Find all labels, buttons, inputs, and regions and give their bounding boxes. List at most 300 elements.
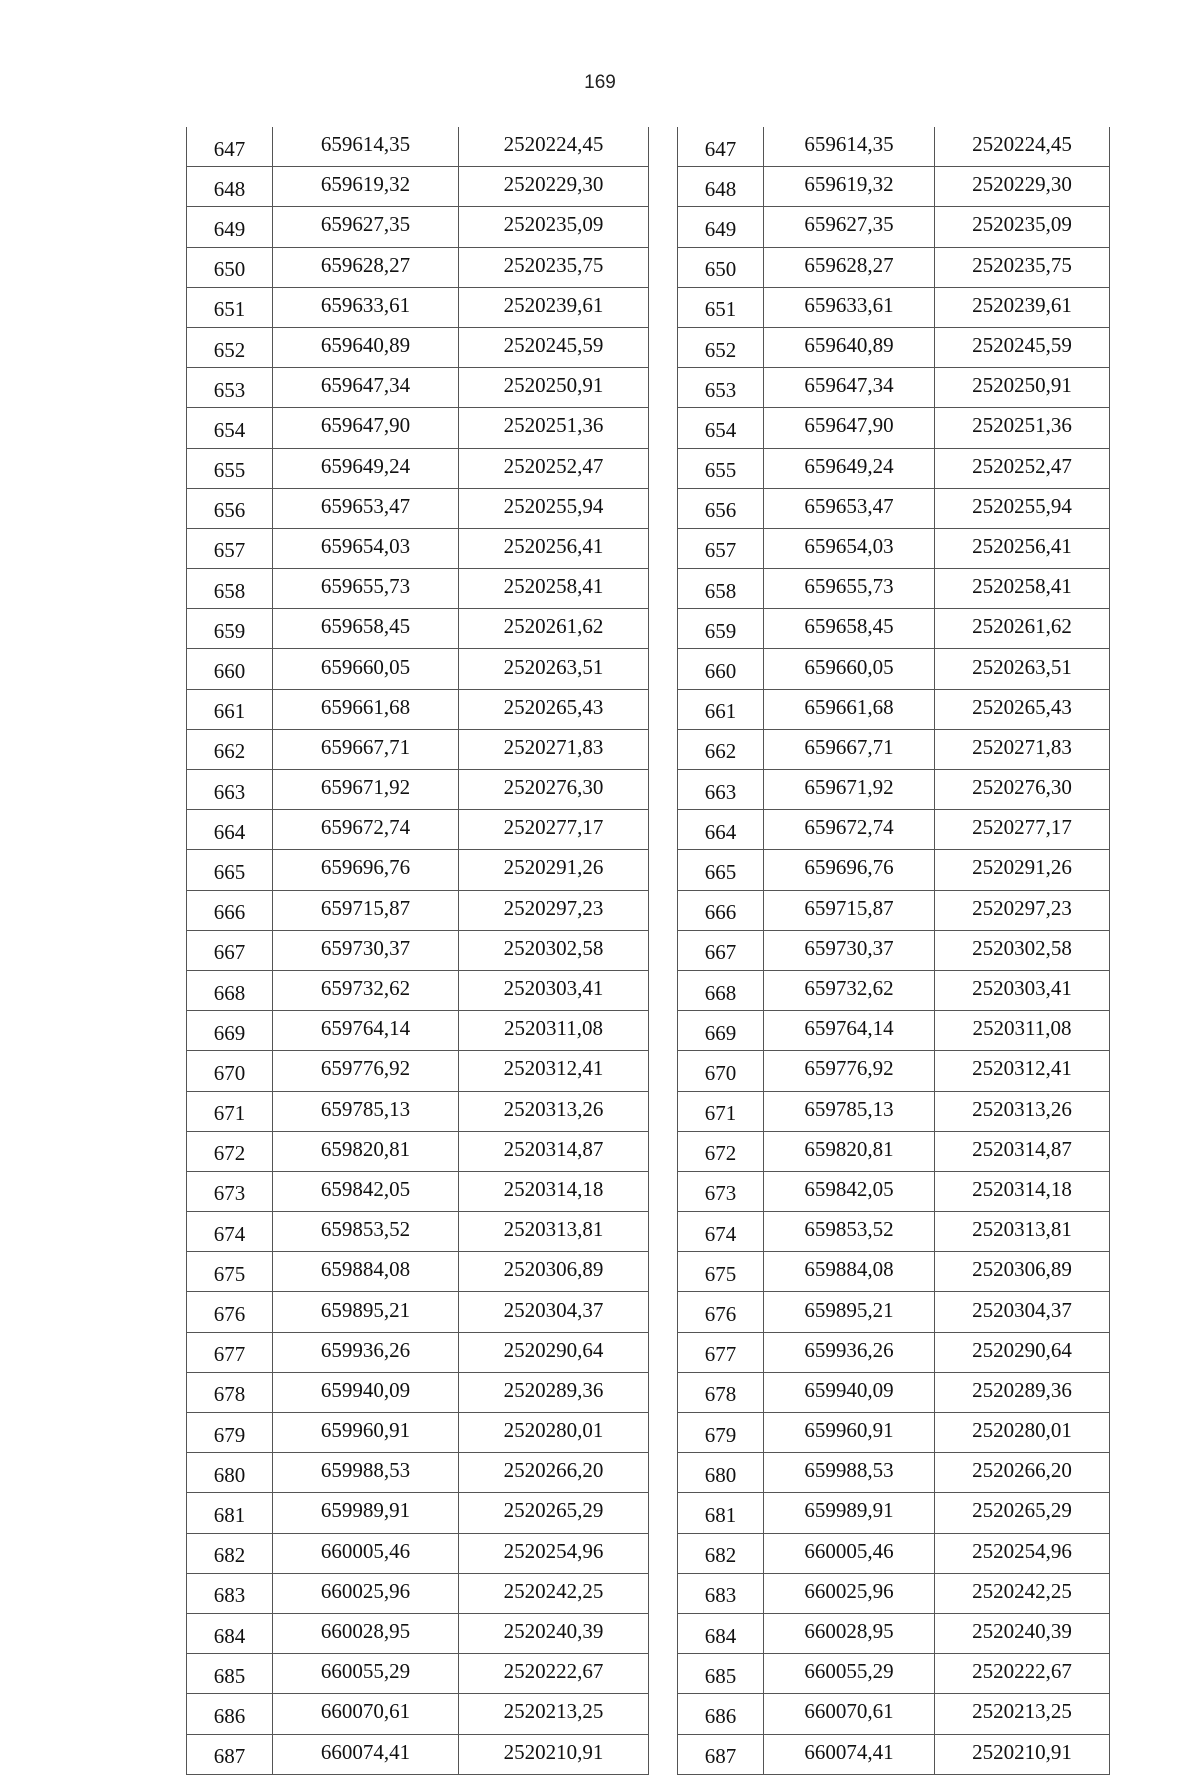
x-coordinate-cell: 659647,90 <box>273 408 459 448</box>
point-number-cell: 687 <box>187 1734 273 1774</box>
y-coordinate-cell: 2520314,87 <box>459 1131 649 1171</box>
table-row <box>678 1613 1110 1653</box>
y-coordinate-cell: 2520239,61 <box>935 287 1110 327</box>
coordinates-table-left <box>186 127 649 1775</box>
table-row <box>678 448 1110 488</box>
y-coordinate-cell: 2520280,01 <box>459 1413 649 1453</box>
y-coordinate-cell: 2520252,47 <box>459 448 649 488</box>
x-coordinate-cell: 659989,91 <box>273 1493 459 1533</box>
y-coordinate-cell: 2520297,23 <box>935 890 1110 930</box>
x-coordinate-cell: 659647,34 <box>273 368 459 408</box>
y-coordinate-cell: 2520242,25 <box>935 1573 1110 1613</box>
x-coordinate-cell: 659660,05 <box>764 649 935 689</box>
x-coordinate-cell: 659654,03 <box>764 528 935 568</box>
x-coordinate-cell: 659764,14 <box>764 1011 935 1051</box>
y-coordinate-cell: 2520302,58 <box>459 930 649 970</box>
x-coordinate-cell: 659936,26 <box>273 1332 459 1372</box>
y-coordinate-cell: 2520210,91 <box>935 1734 1110 1774</box>
x-coordinate-cell: 659730,37 <box>764 930 935 970</box>
table-row <box>678 207 1110 247</box>
x-coordinate-cell: 659989,91 <box>764 1493 935 1533</box>
point-number-cell: 657 <box>678 528 764 568</box>
point-number-cell: 679 <box>187 1413 273 1453</box>
table-row <box>678 770 1110 810</box>
x-coordinate-cell: 660028,95 <box>764 1613 935 1653</box>
x-coordinate-cell: 659842,05 <box>273 1171 459 1211</box>
point-number-cell: 678 <box>678 1372 764 1412</box>
point-number-cell: 677 <box>187 1332 273 1372</box>
coordinates-table-right <box>677 127 1110 1775</box>
x-coordinate-cell: 659658,45 <box>764 609 935 649</box>
table-row <box>678 930 1110 970</box>
x-coordinate-cell: 659667,71 <box>273 729 459 769</box>
point-number-cell: 682 <box>187 1533 273 1573</box>
x-coordinate-cell: 659732,62 <box>273 970 459 1010</box>
point-number-cell: 656 <box>187 488 273 528</box>
y-coordinate-cell: 2520263,51 <box>459 649 649 689</box>
point-number-cell: 675 <box>187 1252 273 1292</box>
point-number-cell: 660 <box>678 649 764 689</box>
y-coordinate-cell: 2520250,91 <box>935 368 1110 408</box>
y-coordinate-cell: 2520271,83 <box>459 729 649 769</box>
y-coordinate-cell: 2520313,26 <box>459 1091 649 1131</box>
table-row <box>678 1573 1110 1613</box>
y-coordinate-cell: 2520213,25 <box>459 1694 649 1734</box>
point-number-cell: 665 <box>678 850 764 890</box>
table-row <box>678 1453 1110 1493</box>
y-coordinate-cell: 2520265,43 <box>459 689 649 729</box>
point-number-cell: 658 <box>678 569 764 609</box>
table-row <box>187 287 649 327</box>
y-coordinate-cell: 2520251,36 <box>935 408 1110 448</box>
x-coordinate-cell: 659884,08 <box>273 1252 459 1292</box>
x-coordinate-cell: 659671,92 <box>273 770 459 810</box>
point-number-cell: 658 <box>187 569 273 609</box>
y-coordinate-cell: 2520256,41 <box>935 528 1110 568</box>
x-coordinate-cell: 659776,92 <box>273 1051 459 1091</box>
y-coordinate-cell: 2520239,61 <box>459 287 649 327</box>
table-row <box>187 1734 649 1774</box>
table-row <box>187 850 649 890</box>
y-coordinate-cell: 2520306,89 <box>459 1252 649 1292</box>
point-number-cell: 662 <box>187 729 273 769</box>
x-coordinate-cell: 660025,96 <box>273 1573 459 1613</box>
y-coordinate-cell: 2520313,81 <box>935 1212 1110 1252</box>
point-number-cell: 655 <box>678 448 764 488</box>
table-row <box>187 1252 649 1292</box>
x-coordinate-cell: 659842,05 <box>764 1171 935 1211</box>
table-row <box>187 1533 649 1573</box>
y-coordinate-cell: 2520261,62 <box>935 609 1110 649</box>
x-coordinate-cell: 659619,32 <box>273 167 459 207</box>
x-coordinate-cell: 659661,68 <box>273 689 459 729</box>
point-number-cell: 661 <box>678 689 764 729</box>
point-number-cell: 672 <box>678 1131 764 1171</box>
point-number-cell: 667 <box>678 930 764 970</box>
x-coordinate-cell: 659785,13 <box>764 1091 935 1131</box>
table-row <box>678 167 1110 207</box>
y-coordinate-cell: 2520224,45 <box>459 127 649 167</box>
y-coordinate-cell: 2520311,08 <box>935 1011 1110 1051</box>
x-coordinate-cell: 659649,24 <box>764 448 935 488</box>
y-coordinate-cell: 2520265,29 <box>459 1493 649 1533</box>
point-number-cell: 679 <box>678 1413 764 1453</box>
point-number-cell: 682 <box>678 1533 764 1573</box>
x-coordinate-cell: 659940,09 <box>273 1372 459 1412</box>
point-number-cell: 659 <box>678 609 764 649</box>
point-number-cell: 684 <box>187 1613 273 1653</box>
x-coordinate-cell: 660005,46 <box>764 1533 935 1573</box>
y-coordinate-cell: 2520291,26 <box>935 850 1110 890</box>
table-row <box>678 1252 1110 1292</box>
point-number-cell: 649 <box>678 207 764 247</box>
x-coordinate-cell: 659661,68 <box>764 689 935 729</box>
table-row <box>187 1493 649 1533</box>
point-number-cell: 655 <box>187 448 273 488</box>
x-coordinate-cell: 659658,45 <box>273 609 459 649</box>
table-row <box>187 1171 649 1211</box>
x-coordinate-cell: 659696,76 <box>273 850 459 890</box>
point-number-cell: 651 <box>187 287 273 327</box>
table-row <box>678 649 1110 689</box>
x-coordinate-cell: 659988,53 <box>273 1453 459 1493</box>
table-row <box>187 930 649 970</box>
table-row <box>187 1051 649 1091</box>
table-row <box>187 1292 649 1332</box>
point-number-cell: 687 <box>678 1734 764 1774</box>
x-coordinate-cell: 659653,47 <box>764 488 935 528</box>
y-coordinate-cell: 2520213,25 <box>935 1694 1110 1734</box>
x-coordinate-cell: 659988,53 <box>764 1453 935 1493</box>
table-row <box>678 1131 1110 1171</box>
table-row <box>678 528 1110 568</box>
y-coordinate-cell: 2520290,64 <box>935 1332 1110 1372</box>
y-coordinate-cell: 2520290,64 <box>459 1332 649 1372</box>
y-coordinate-cell: 2520312,41 <box>935 1051 1110 1091</box>
table-row <box>187 408 649 448</box>
x-coordinate-cell: 659960,91 <box>764 1413 935 1453</box>
point-number-cell: 648 <box>678 167 764 207</box>
x-coordinate-cell: 659654,03 <box>273 528 459 568</box>
x-coordinate-cell: 659764,14 <box>273 1011 459 1051</box>
point-number-cell: 669 <box>678 1011 764 1051</box>
table-row <box>678 1413 1110 1453</box>
x-coordinate-cell: 660074,41 <box>273 1734 459 1774</box>
y-coordinate-cell: 2520261,62 <box>459 609 649 649</box>
x-coordinate-cell: 659647,90 <box>764 408 935 448</box>
table-row <box>678 368 1110 408</box>
x-coordinate-cell: 659647,34 <box>764 368 935 408</box>
table-row <box>187 569 649 609</box>
table-row <box>678 1493 1110 1533</box>
point-number-cell: 678 <box>187 1372 273 1412</box>
y-coordinate-cell: 2520258,41 <box>459 569 649 609</box>
x-coordinate-cell: 659960,91 <box>273 1413 459 1453</box>
point-number-cell: 673 <box>678 1171 764 1211</box>
x-coordinate-cell: 659884,08 <box>764 1252 935 1292</box>
y-coordinate-cell: 2520224,45 <box>935 127 1110 167</box>
table-row <box>678 850 1110 890</box>
x-coordinate-cell: 659730,37 <box>273 930 459 970</box>
table-row <box>187 970 649 1010</box>
point-number-cell: 683 <box>678 1573 764 1613</box>
table-row <box>678 689 1110 729</box>
y-coordinate-cell: 2520235,09 <box>459 207 649 247</box>
table-row <box>678 1091 1110 1131</box>
y-coordinate-cell: 2520314,18 <box>935 1171 1110 1211</box>
point-number-cell: 671 <box>187 1091 273 1131</box>
x-coordinate-cell: 659776,92 <box>764 1051 935 1091</box>
y-coordinate-cell: 2520255,94 <box>459 488 649 528</box>
y-coordinate-cell: 2520251,36 <box>459 408 649 448</box>
y-coordinate-cell: 2520235,75 <box>459 247 649 287</box>
point-number-cell: 674 <box>678 1212 764 1252</box>
x-coordinate-cell: 660070,61 <box>273 1694 459 1734</box>
table-row <box>678 1372 1110 1412</box>
y-coordinate-cell: 2520289,36 <box>935 1372 1110 1412</box>
table-row <box>678 247 1110 287</box>
y-coordinate-cell: 2520254,96 <box>935 1533 1110 1573</box>
table-row <box>678 1734 1110 1774</box>
table-row <box>187 689 649 729</box>
point-number-cell: 669 <box>187 1011 273 1051</box>
x-coordinate-cell: 659853,52 <box>764 1212 935 1252</box>
x-coordinate-cell: 659640,89 <box>273 327 459 367</box>
y-coordinate-cell: 2520297,23 <box>459 890 649 930</box>
table-row <box>187 890 649 930</box>
point-number-cell: 675 <box>678 1252 764 1292</box>
x-coordinate-cell: 659619,32 <box>764 167 935 207</box>
point-number-cell: 662 <box>678 729 764 769</box>
table-row <box>187 649 649 689</box>
y-coordinate-cell: 2520276,30 <box>459 770 649 810</box>
y-coordinate-cell: 2520255,94 <box>935 488 1110 528</box>
table-row <box>678 1011 1110 1051</box>
x-coordinate-cell: 659614,35 <box>764 127 935 167</box>
x-coordinate-cell: 659672,74 <box>273 810 459 850</box>
table-row <box>678 1533 1110 1573</box>
y-coordinate-cell: 2520277,17 <box>459 810 649 850</box>
y-coordinate-cell: 2520240,39 <box>935 1613 1110 1653</box>
y-coordinate-cell: 2520254,96 <box>459 1533 649 1573</box>
y-coordinate-cell: 2520266,20 <box>935 1453 1110 1493</box>
y-coordinate-cell: 2520311,08 <box>459 1011 649 1051</box>
x-coordinate-cell: 660055,29 <box>273 1654 459 1694</box>
x-coordinate-cell: 659672,74 <box>764 810 935 850</box>
point-number-cell: 686 <box>187 1694 273 1734</box>
point-number-cell: 673 <box>187 1171 273 1211</box>
point-number-cell: 664 <box>187 810 273 850</box>
table-row <box>678 1051 1110 1091</box>
point-number-cell: 670 <box>678 1051 764 1091</box>
point-number-cell: 653 <box>187 368 273 408</box>
y-coordinate-cell: 2520235,09 <box>935 207 1110 247</box>
x-coordinate-cell: 659715,87 <box>273 890 459 930</box>
point-number-cell: 676 <box>187 1292 273 1332</box>
x-coordinate-cell: 660055,29 <box>764 1654 935 1694</box>
x-coordinate-cell: 659853,52 <box>273 1212 459 1252</box>
point-number-cell: 654 <box>187 408 273 448</box>
table-row <box>678 1212 1110 1252</box>
table-row <box>187 1212 649 1252</box>
table-row <box>187 1372 649 1412</box>
table-row <box>187 1332 649 1372</box>
point-number-cell: 660 <box>187 649 273 689</box>
point-number-cell: 661 <box>187 689 273 729</box>
point-number-cell: 647 <box>678 127 764 167</box>
point-number-cell: 650 <box>678 247 764 287</box>
x-coordinate-cell: 659655,73 <box>764 569 935 609</box>
table-row <box>678 488 1110 528</box>
point-number-cell: 663 <box>678 770 764 810</box>
y-coordinate-cell: 2520222,67 <box>935 1654 1110 1694</box>
y-coordinate-cell: 2520235,75 <box>935 247 1110 287</box>
table-row <box>678 609 1110 649</box>
table-row <box>187 448 649 488</box>
table-row <box>678 1694 1110 1734</box>
y-coordinate-cell: 2520250,91 <box>459 368 649 408</box>
point-number-cell: 674 <box>187 1212 273 1252</box>
x-coordinate-cell: 659667,71 <box>764 729 935 769</box>
point-number-cell: 665 <box>187 850 273 890</box>
table-row <box>678 408 1110 448</box>
point-number-cell: 681 <box>678 1493 764 1533</box>
table-row <box>187 1011 649 1051</box>
page-number: 169 <box>584 72 616 93</box>
table-row <box>187 1413 649 1453</box>
point-number-cell: 686 <box>678 1694 764 1734</box>
point-number-cell: 657 <box>187 528 273 568</box>
point-number-cell: 672 <box>187 1131 273 1171</box>
table-row <box>187 1613 649 1653</box>
point-number-cell: 685 <box>678 1654 764 1694</box>
point-number-cell: 683 <box>187 1573 273 1613</box>
y-coordinate-cell: 2520245,59 <box>935 327 1110 367</box>
x-coordinate-cell: 659628,27 <box>273 247 459 287</box>
table-row <box>187 488 649 528</box>
x-coordinate-cell: 659696,76 <box>764 850 935 890</box>
y-coordinate-cell: 2520271,83 <box>935 729 1110 769</box>
table-row <box>187 1573 649 1613</box>
x-coordinate-cell: 660025,96 <box>764 1573 935 1613</box>
point-number-cell: 659 <box>187 609 273 649</box>
y-coordinate-cell: 2520258,41 <box>935 569 1110 609</box>
y-coordinate-cell: 2520304,37 <box>935 1292 1110 1332</box>
y-coordinate-cell: 2520303,41 <box>935 970 1110 1010</box>
x-coordinate-cell: 659633,61 <box>764 287 935 327</box>
point-number-cell: 650 <box>187 247 273 287</box>
y-coordinate-cell: 2520245,59 <box>459 327 649 367</box>
y-coordinate-cell: 2520263,51 <box>935 649 1110 689</box>
table-row <box>187 810 649 850</box>
table-row <box>187 207 649 247</box>
x-coordinate-cell: 660070,61 <box>764 1694 935 1734</box>
y-coordinate-cell: 2520313,81 <box>459 1212 649 1252</box>
x-coordinate-cell: 659640,89 <box>764 327 935 367</box>
y-coordinate-cell: 2520252,47 <box>935 448 1110 488</box>
x-coordinate-cell: 659633,61 <box>273 287 459 327</box>
x-coordinate-cell: 659614,35 <box>273 127 459 167</box>
y-coordinate-cell: 2520280,01 <box>935 1413 1110 1453</box>
table-row <box>678 327 1110 367</box>
table-row <box>187 770 649 810</box>
table-row <box>187 368 649 408</box>
point-number-cell: 652 <box>187 327 273 367</box>
point-number-cell: 651 <box>678 287 764 327</box>
x-coordinate-cell: 660005,46 <box>273 1533 459 1573</box>
x-coordinate-cell: 660028,95 <box>273 1613 459 1653</box>
table-row <box>678 1654 1110 1694</box>
table-row <box>187 127 649 167</box>
point-number-cell: 684 <box>678 1613 764 1653</box>
y-coordinate-cell: 2520222,67 <box>459 1654 649 1694</box>
point-number-cell: 654 <box>678 408 764 448</box>
table-row <box>187 1654 649 1694</box>
y-coordinate-cell: 2520302,58 <box>935 930 1110 970</box>
y-coordinate-cell: 2520210,91 <box>459 1734 649 1774</box>
x-coordinate-cell: 659715,87 <box>764 890 935 930</box>
table-row <box>678 569 1110 609</box>
x-coordinate-cell: 659940,09 <box>764 1372 935 1412</box>
point-number-cell: 647 <box>187 127 273 167</box>
x-coordinate-cell: 659895,21 <box>764 1292 935 1332</box>
table-row <box>187 327 649 367</box>
y-coordinate-cell: 2520312,41 <box>459 1051 649 1091</box>
y-coordinate-cell: 2520303,41 <box>459 970 649 1010</box>
y-coordinate-cell: 2520289,36 <box>459 1372 649 1412</box>
table-row <box>187 167 649 207</box>
table-row <box>678 810 1110 850</box>
y-coordinate-cell: 2520314,87 <box>935 1131 1110 1171</box>
y-coordinate-cell: 2520242,25 <box>459 1573 649 1613</box>
point-number-cell: 670 <box>187 1051 273 1091</box>
x-coordinate-cell: 659627,35 <box>273 207 459 247</box>
point-number-cell: 680 <box>187 1453 273 1493</box>
y-coordinate-cell: 2520277,17 <box>935 810 1110 850</box>
table-row <box>187 1694 649 1734</box>
y-coordinate-cell: 2520229,30 <box>935 167 1110 207</box>
point-number-cell: 681 <box>187 1493 273 1533</box>
y-coordinate-cell: 2520304,37 <box>459 1292 649 1332</box>
x-coordinate-cell: 659820,81 <box>273 1131 459 1171</box>
table-row <box>678 890 1110 930</box>
y-coordinate-cell: 2520266,20 <box>459 1453 649 1493</box>
point-number-cell: 677 <box>678 1332 764 1372</box>
point-number-cell: 668 <box>678 970 764 1010</box>
point-number-cell: 676 <box>678 1292 764 1332</box>
x-coordinate-cell: 659660,05 <box>273 649 459 689</box>
point-number-cell: 680 <box>678 1453 764 1493</box>
x-coordinate-cell: 659627,35 <box>764 207 935 247</box>
x-coordinate-cell: 659671,92 <box>764 770 935 810</box>
point-number-cell: 663 <box>187 770 273 810</box>
table-row <box>678 127 1110 167</box>
table-row <box>678 729 1110 769</box>
table-row <box>187 1131 649 1171</box>
y-coordinate-cell: 2520276,30 <box>935 770 1110 810</box>
x-coordinate-cell: 659649,24 <box>273 448 459 488</box>
table-row <box>678 287 1110 327</box>
x-coordinate-cell: 659936,26 <box>764 1332 935 1372</box>
y-coordinate-cell: 2520240,39 <box>459 1613 649 1653</box>
point-number-cell: 667 <box>187 930 273 970</box>
y-coordinate-cell: 2520306,89 <box>935 1252 1110 1292</box>
point-number-cell: 653 <box>678 368 764 408</box>
table-row <box>187 1091 649 1131</box>
point-number-cell: 666 <box>678 890 764 930</box>
point-number-cell: 649 <box>187 207 273 247</box>
x-coordinate-cell: 659820,81 <box>764 1131 935 1171</box>
